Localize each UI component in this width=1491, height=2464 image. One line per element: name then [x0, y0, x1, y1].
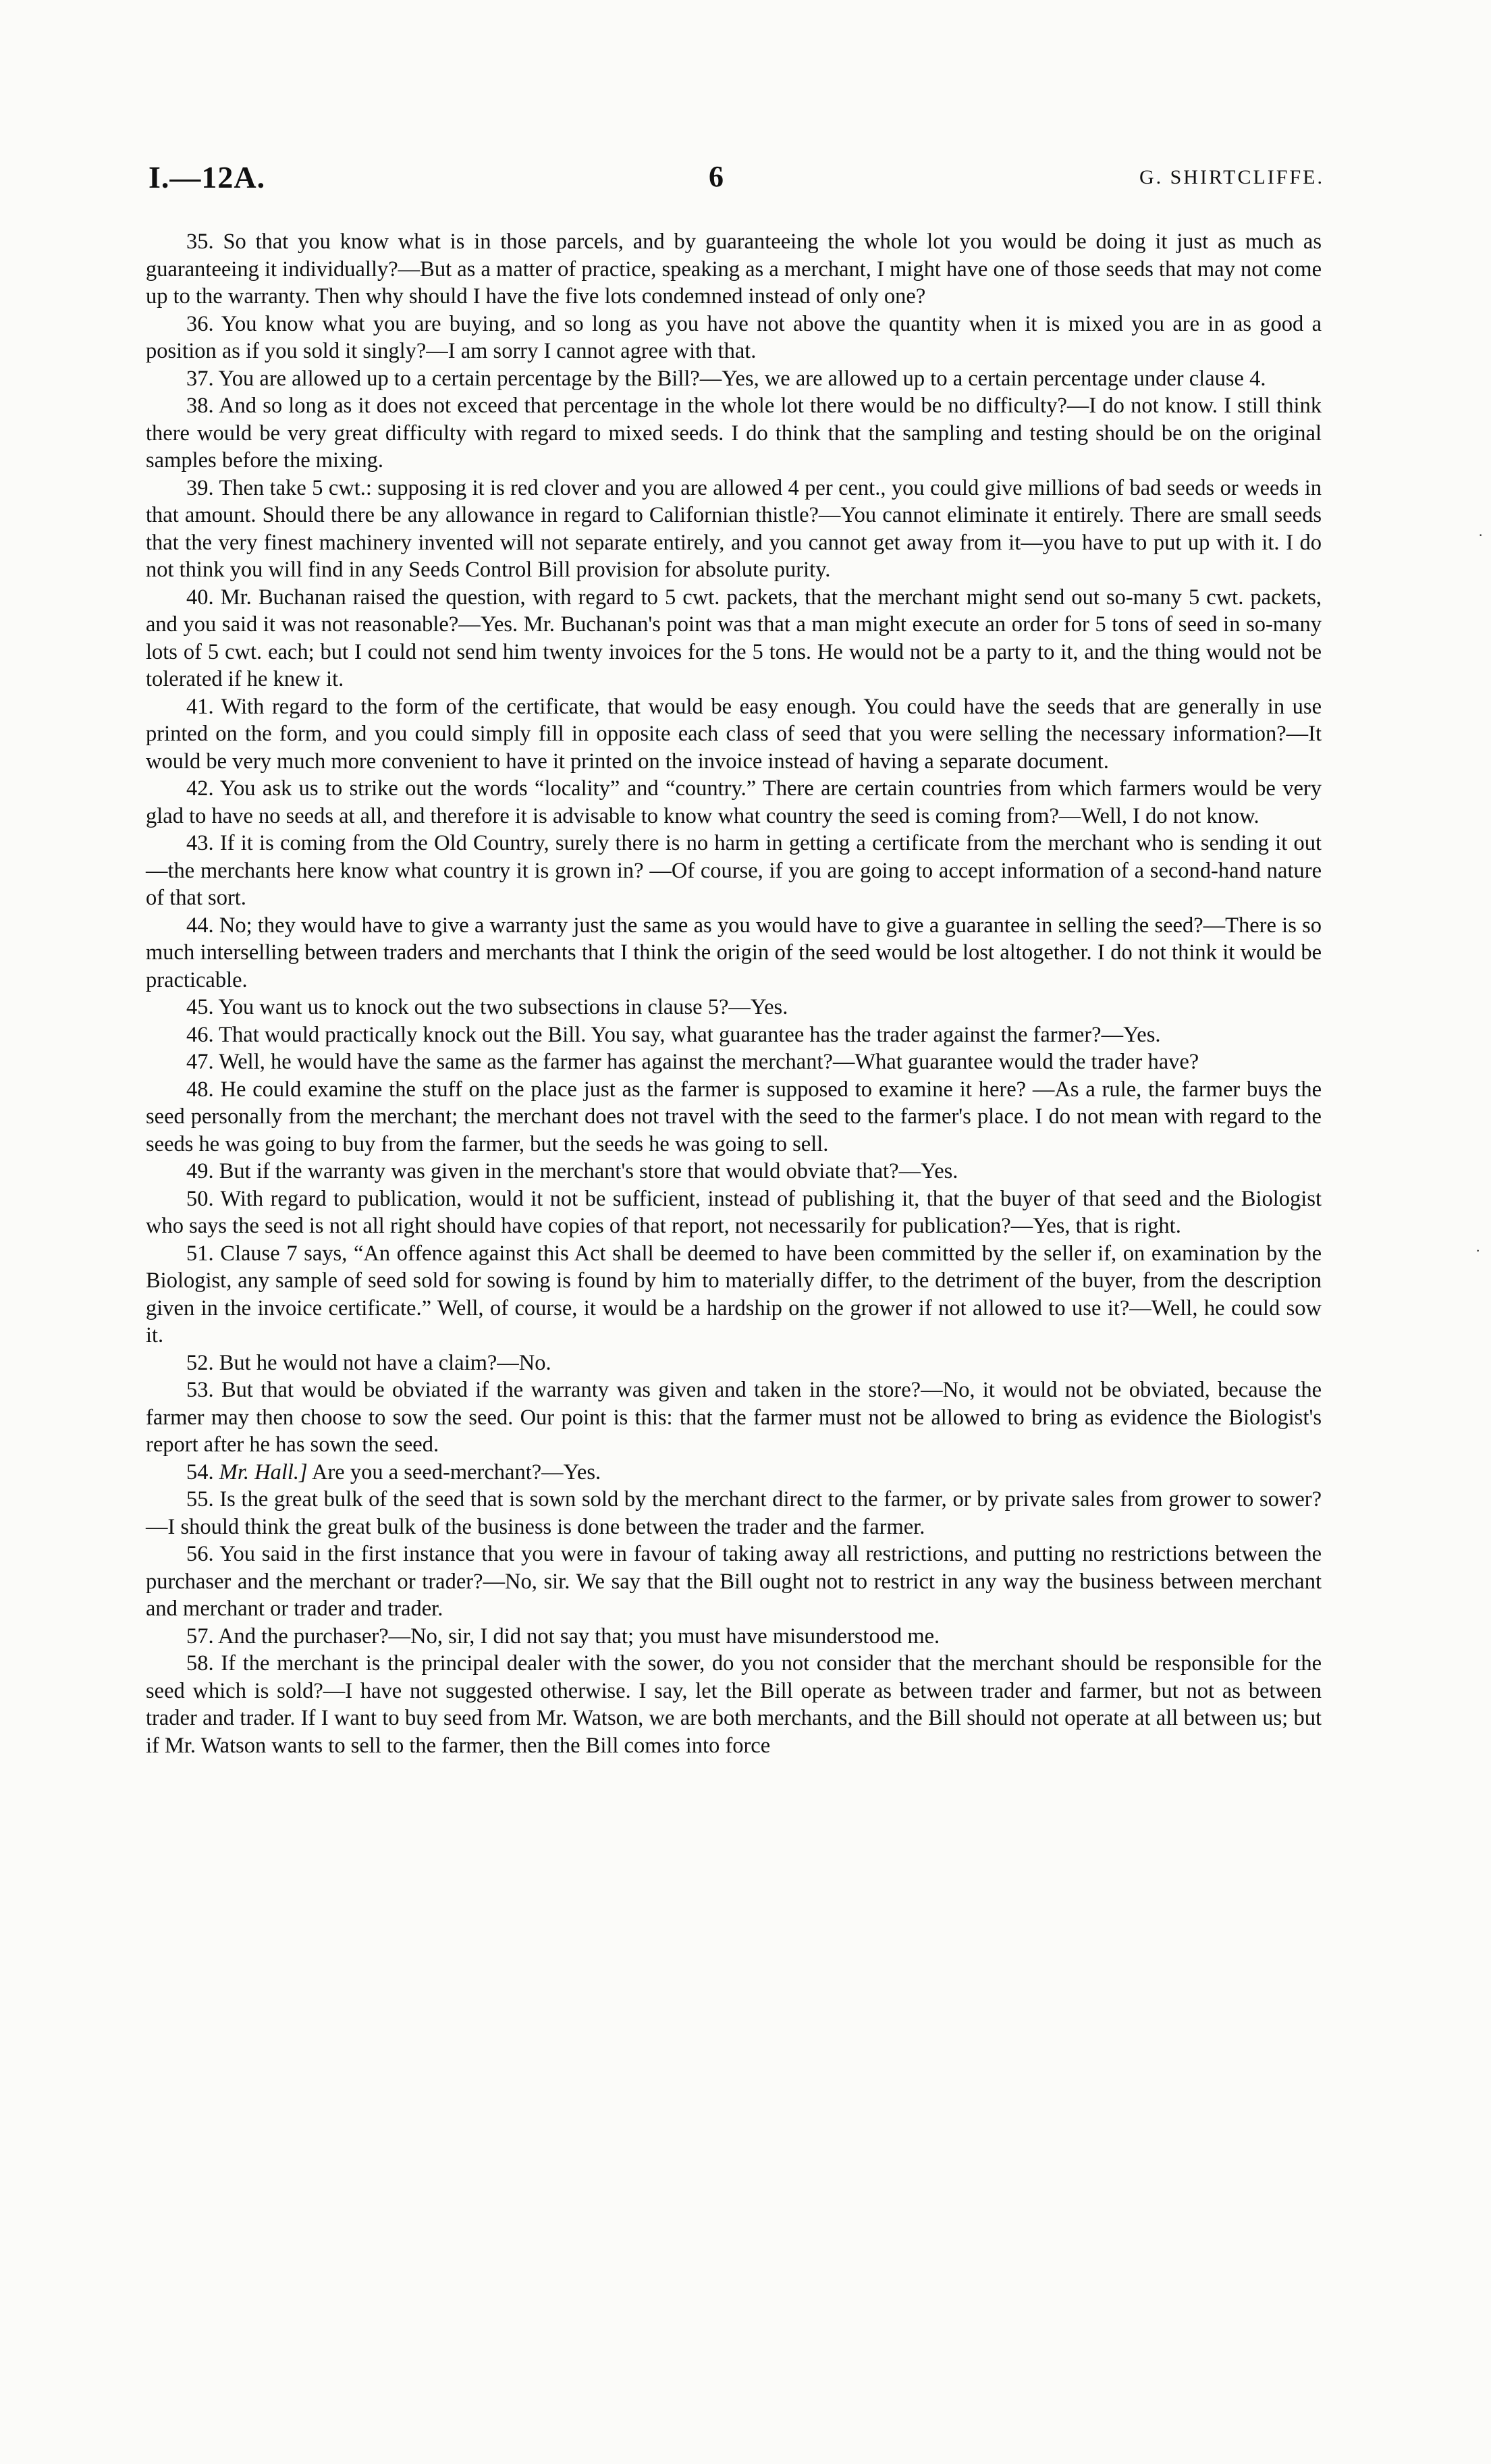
question-number: 51. [186, 1241, 214, 1266]
qa-paragraph [146, 1541, 1322, 1623]
question-number: 56. [186, 1542, 214, 1566]
qa-paragraph [146, 994, 1322, 1021]
qa-paragraph [146, 1486, 1322, 1541]
paragraph-text: You said in the first instance that you were in favour of taking away all restrictions, and putting no restrictions between the purchaser and the merchant or trader?—No, sir. We say that the Bill ought not to restrict in any way the business between merchant and merchant or trader and trader. [146, 1542, 1322, 1621]
qa-paragraph [146, 1650, 1322, 1759]
document-reference: I.—12A. [148, 160, 266, 194]
qa-paragraph [146, 830, 1322, 912]
body-text [146, 228, 1322, 1759]
question-number: 47. [186, 1050, 214, 1074]
qa-paragraph [146, 228, 1322, 311]
question-number: 38. [186, 394, 214, 418]
question-number: 48. [186, 1077, 214, 1102]
qa-paragraph [146, 1076, 1322, 1158]
paragraph-text: And the purchaser?—No, sir, I did not say that; you must have misunderstood me. [217, 1624, 940, 1649]
question-number: 37. [186, 366, 214, 391]
speaker-label: Mr. Hall.] [219, 1459, 308, 1484]
question-number: 58. [186, 1651, 214, 1676]
qa-paragraph [146, 1048, 1322, 1076]
question-number: 50. [186, 1186, 214, 1211]
question-number: 39. [186, 475, 214, 500]
paragraph-text: Well, he would have the same as the farmer has against the merchant?—What guarantee would the trader have? [219, 1050, 1199, 1074]
question-number: 46. [186, 1022, 214, 1047]
qa-paragraph [146, 1021, 1322, 1049]
question-number: 41. [186, 694, 214, 719]
qa-paragraph [146, 1459, 1322, 1487]
paragraph-text: He could examine the stuff on the place just as the farmer is supposed to examine it here? —As a rule, the farmer buys the seed personally from the merchant; the merchant does not travel with the seed to the farmer's place. I do not mean with regard to the seeds he was going to buy from the farmer, but the seeds he was going to sell. [146, 1077, 1322, 1156]
question-number: 43. [186, 831, 214, 855]
paragraph-text: Is the great bulk of the seed that is sown sold by the merchant direct to the farmer, or by private sales from grower to sower?—I should think the great bulk of the business is done between the trader and the farmer. [146, 1487, 1322, 1539]
paragraph-text: No; they would have to give a warranty just the same as you would have to give a guarantee in selling the seed?—There is so much interselling between traders and merchants that I think the origin of the seed would be lost altogether. I do not think it would be practicable. [146, 913, 1322, 992]
paragraph-text: And so long as it does not exceed that percentage in the whole lot there would be no difficulty?—I do not know. I still think there would be very great difficulty with regard to mixed seeds. I do think that the sampling and testing should be on the original samples before the mixing. [146, 394, 1322, 473]
qa-paragraph [146, 392, 1322, 475]
paragraph-text: You know what you are buying, and so long as you have not above the quantity when it is mixed you are in as good a position as if you sold it singly?—I am sorry I cannot agree with that. [146, 311, 1322, 363]
question-number: 40. [186, 585, 214, 610]
qa-paragraph [146, 311, 1322, 365]
paragraph-text: Mr. Buchanan raised the question, with regard to 5 cwt. packets, that the merchant might send out so-many 5 cwt. packets, and you said it was not reasonable?—Yes. Mr. Buchanan's point was that a man might execute an order for 5 tons of seed in so-many lots of 5 cwt. each; but I could not send him twenty invoices for the 5 tons. He would not be a party to it, and the thing would not be tolerated if he knew it. [146, 585, 1322, 691]
question-number: 55. [186, 1487, 214, 1511]
paragraph-text: With regard to the form of the certificate, that would be easy enough. You could have the seeds that are generally in use printed on the form, and you could simply fill in opposite each class of seed that you were selling the necessary information?—It would be very much more convenient to have it printed on the invoice instead of having a separate document. [146, 694, 1322, 774]
paragraph-text: If it is coming from the Old Country, surely there is no harm in getting a certificate from the merchant who is sending it out—the merchants here know what country it is grown in? —Of course, if you are going to accept information of a second-hand nature of that sort. [146, 831, 1322, 910]
qa-paragraph [146, 912, 1322, 994]
qa-paragraph [146, 1623, 1322, 1651]
paragraph-text: With regard to publication, would it not be sufficient, instead of publishing it, that the buyer of that seed and the Biologist who says the seed is not all right should have copies of that report, not necessarily for publication?—Yes, that is right. [146, 1186, 1322, 1238]
margin-mark: · [1478, 527, 1484, 543]
paragraph-text: But he would not have a claim?—No. [219, 1350, 551, 1375]
question-number: 54. [186, 1459, 214, 1484]
question-number: 35. [186, 230, 214, 254]
qa-paragraph [146, 1158, 1322, 1185]
qa-paragraph [146, 693, 1322, 776]
page-header [148, 159, 1324, 207]
qa-paragraph [146, 1185, 1322, 1240]
paragraph-text: But that would be obviated if the warranty was given and taken in the store?—No, it would not be obviated, because the farmer may then choose to sow the seed. Our point is this: that the farmer must not be allowed to bring as evidence the Biologist's report after he has sown the seed. [146, 1378, 1322, 1457]
question-number: 57. [186, 1624, 214, 1649]
paragraph-text: Clause 7 says, “An offence against this Act shall be deemed to have been committed by the seller if, on examination by the Biologist, any sample of seed sold for sowing is found by him to materially differ, to the detriment of the buyer, from the description given in the invoice certificate.” Well, of course, it would be a hardship on the grower if not allowed to use it?—Well, he could sow it. [146, 1241, 1322, 1347]
question-number: 45. [186, 995, 214, 1019]
paragraph-text: You want us to knock out the two subsections in clause 5?—Yes. [218, 995, 788, 1019]
qa-paragraph [146, 1349, 1322, 1377]
qa-paragraph [146, 1376, 1322, 1459]
paragraph-text: You are allowed up to a certain percentage by the Bill?—Yes, we are allowed up to a certain percentage under clause 4. [218, 366, 1266, 391]
question-number: 44. [186, 913, 214, 938]
qa-paragraph [146, 775, 1322, 830]
question-number: 36. [186, 311, 214, 336]
qa-paragraph [146, 475, 1322, 584]
question-number: 42. [186, 776, 214, 801]
qa-paragraph [146, 1240, 1322, 1349]
question-number: 52. [186, 1350, 214, 1375]
witness-name: G. SHIRTCLIFFE. [1139, 166, 1324, 188]
paragraph-text: But if the warranty was given in the merchant's store that would obviate that?—Yes. [219, 1159, 958, 1183]
paragraph-text: Are you a seed-merchant?—Yes. [312, 1459, 601, 1484]
paragraph-text: If the merchant is the principal dealer with the sower, do you not consider that the merchant should be responsible for the seed which is sold?—I have not suggested otherwise. I say, let the Bill operate as between trader and farmer, but not as between trader and trader. If I want to buy seed from Mr. Watson, we are both merchants, and the Bill should not operate at all between us; but if Mr. Watson wants to sell to the farmer, then the Bill comes into force [146, 1651, 1322, 1758]
question-number: 49. [186, 1159, 214, 1183]
page-number: 6 [709, 160, 724, 193]
margin-mark: · [1475, 1242, 1481, 1259]
paragraph-text: You ask us to strike out the words “locality” and “country.” There are certain countries from which farmers would be very glad to have no seeds at all, and therefore it is advisable to know what country the seed is coming from?—Well, I do not know. [146, 776, 1322, 828]
paragraph-text: So that you know what is in those parcels, and by guaranteeing the whole lot you would be doing it just as much as guaranteeing it individually?—But as a matter of practice, speaking as a merchant, I might have one of those seeds that may not come up to the warranty. Then why should I have the five lots condemned instead of only one? [146, 230, 1322, 309]
paragraph-text: That would practically knock out the Bill. You say, what guarantee has the trader against the farmer?—Yes. [219, 1022, 1161, 1047]
qa-paragraph [146, 584, 1322, 693]
qa-paragraph [146, 365, 1322, 393]
question-number: 53. [186, 1378, 214, 1402]
paragraph-text: Then take 5 cwt.: supposing it is red clover and you are allowed 4 per cent., you could give millions of bad seeds or weeds in that amount. Should there be any allowance in regard to Californian thistle?—You cannot eliminate it entirely. There are small seeds that the very finest machinery invented will not separate entirely, and you cannot get away from it—you have to put up with it. I do not think you will find in any Seeds Control Bill provision for absolute purity. [146, 475, 1322, 582]
